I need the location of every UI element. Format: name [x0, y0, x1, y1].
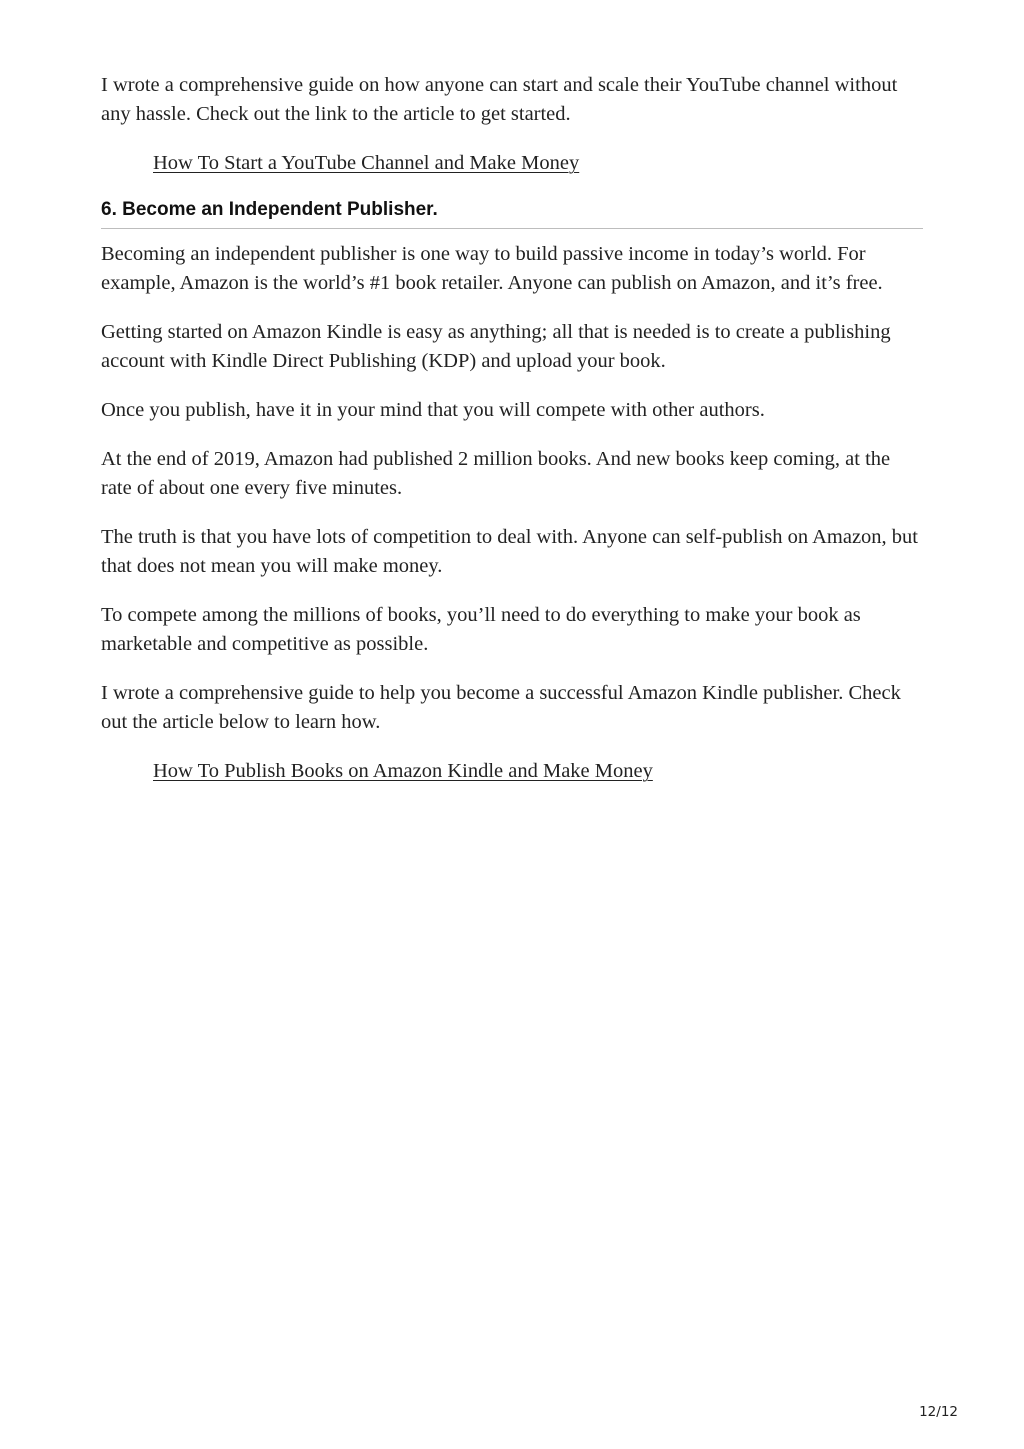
- section-paragraph: To compete among the millions of books, you’ll need to do everything to make your book as marketable and competitive as possible.: [101, 604, 861, 655]
- section-paragraph: Becoming an independent publisher is one way to build passive income in today’s world. For example, Amazon is the world’s #1 book retailer. Anyone can publish on Amazon, and it’s free.: [101, 243, 883, 294]
- page-number: 12/12: [919, 1404, 958, 1420]
- kindle-guide-link[interactable]: How To Publish Books on Amazon Kindle and Make Money: [153, 760, 653, 782]
- youtube-guide-link-line: [153, 149, 923, 178]
- intro-paragraph: I wrote a comprehensive guide on how anyone can start and scale their YouTube channel without any hassle. Check out the link to the article to get started.: [101, 74, 898, 125]
- section-paragraph: Getting started on Amazon Kindle is easy as anything; all that is needed is to create a publishing account with Kindle Direct Publishing (KDP) and upload your book.: [101, 321, 891, 372]
- section-body: [101, 240, 923, 786]
- section-paragraph: At the end of 2019, Amazon had published 2 million books. And new books keep coming, at the rate of about one every five minutes.: [101, 448, 891, 499]
- section-paragraph: I wrote a comprehensive guide to help you become a successful Amazon Kindle publisher. Check out the article below to learn how.: [101, 682, 901, 733]
- section-paragraph: Once you publish, have it in your mind that you will compete with other authors.: [101, 399, 765, 421]
- section-heading: 6. Become an Independent Publisher.: [101, 198, 923, 229]
- youtube-guide-link[interactable]: How To Start a YouTube Channel and Make Money: [153, 152, 580, 174]
- document-page: [101, 71, 923, 806]
- kindle-guide-link-line: [153, 757, 923, 786]
- section-paragraph: The truth is that you have lots of competition to deal with. Anyone can self-publish on Amazon, but that does not mean you will make money.: [101, 526, 919, 577]
